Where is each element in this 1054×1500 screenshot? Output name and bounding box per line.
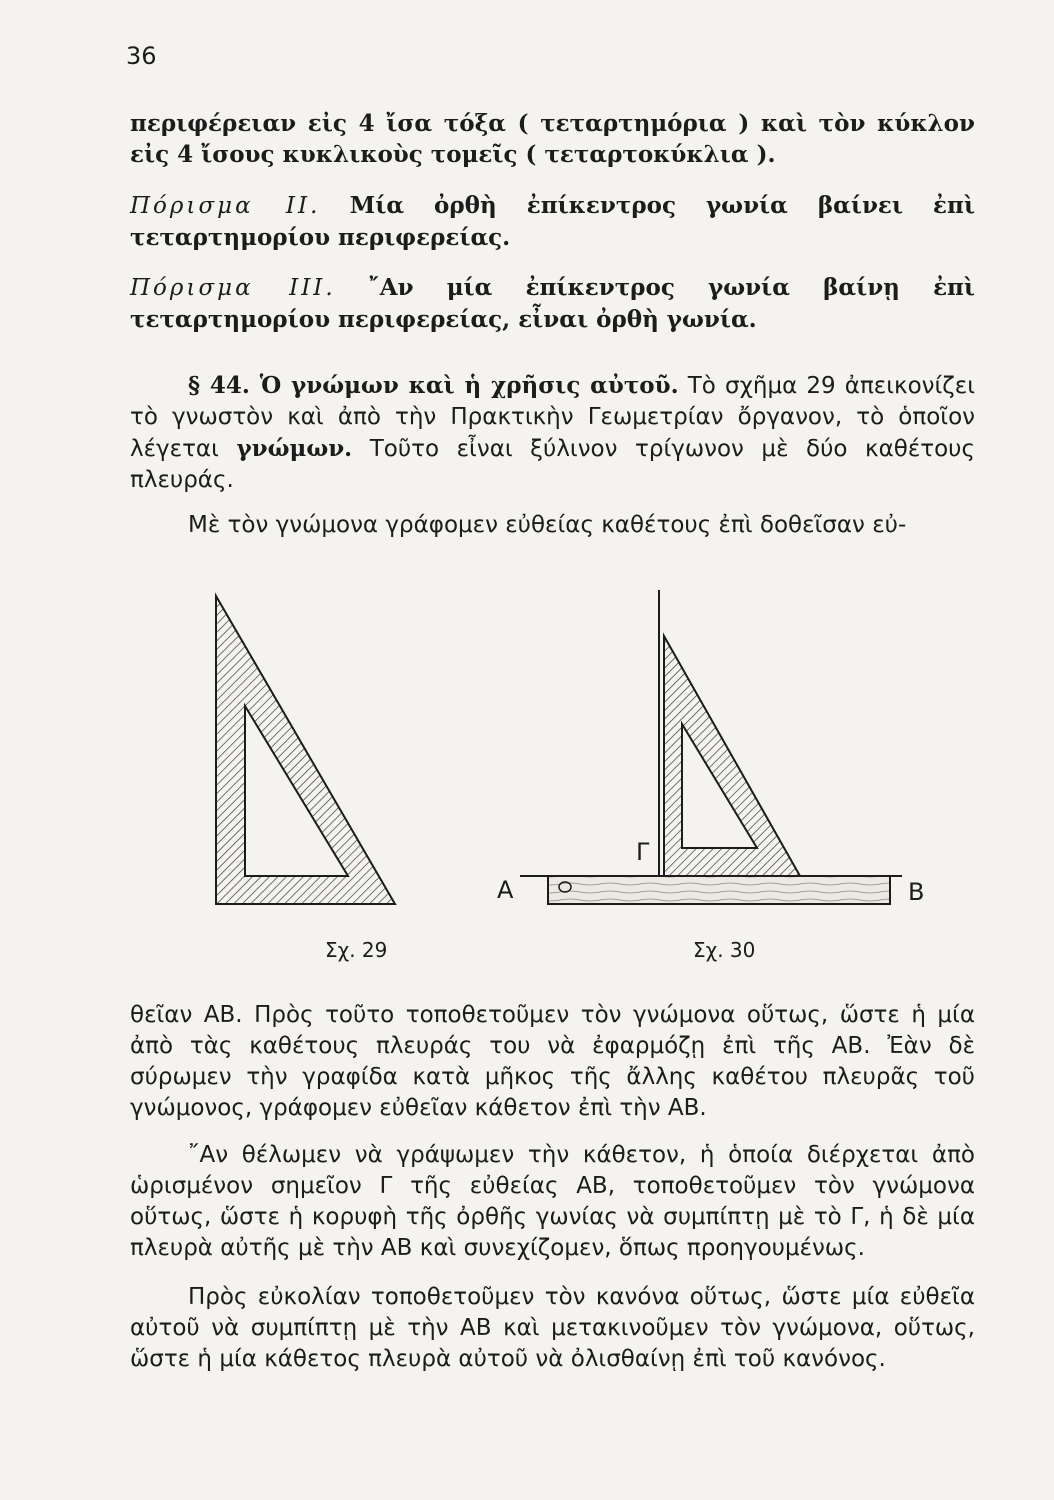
- page-number: 36: [126, 42, 157, 70]
- fig30-diagram: [520, 590, 902, 904]
- paragraph-7: ῎Αν θέλωμεν νὰ γράψωμεν τὴν κάθετον, ἡ ὁποία διέρχεται ἀπὸ ὡρισμένον σημεῖον Γ τῆς εὐθείας ΑΒ, τοποθετοῦμεν τὸν γνώμονα οὕτως, ὥστε ἡ κορυφὴ τῆς ὀρθῆς γωνίας νὰ συμπίπτῃ μὲ τὸ Γ, ἡ δὲ μία πλευρὰ αὐτῆς μὲ τὴν ΑΒ καὶ συνεχίζομεν, ὅπως προηγουμένως.: [130, 1142, 975, 1261]
- label-B: Β: [908, 878, 925, 906]
- fig29-set-square: [216, 596, 395, 904]
- section-text-b: Τοῦτο εἶναι ξύλινον τρίγωνον μὲ δύο καθέτους πλευράς.: [130, 436, 975, 493]
- fig30-caption: Σχ. 30: [693, 938, 756, 962]
- paragraph-8: Πρὸς εὐκολίαν τοποθετοῦμεν τὸν κανόνα οὕτως, ὥστε μία εὐθεῖα αὐτοῦ νὰ συμπίπτῃ μὲ τὴν ΑΒ καὶ μετακινοῦμεν τὸν γνώμονα, οὕτως, ὥστε ἡ μία κάθετος πλευρὰ αὐτοῦ νὰ ὀλισθαίνῃ ἐπὶ τοῦ κανόνος.: [130, 1284, 975, 1372]
- paragraph-1: περιφέρειαν εἰς 4 ἴσα τόξα ( τεταρτημόρια ) καὶ τὸν κύκλον εἰς 4 ἴσους κυκλικοὺς τομεῖς ( τεταρτοκύκλια ).: [130, 110, 975, 168]
- corollary-2-text: Μία ὀρθὴ ἐπίκεντρος γωνία βαίνει ἐπὶ τεταρτημορίου περιφερείας.: [130, 192, 975, 251]
- section-text-a: Τὸ σχῆμα 29 ἀπεικονίζει τὸ γνωστὸν καὶ ἀπὸ τὴν Πρακτικὴν Γεωμετρίαν ὄργανον, τὸ ὁποῖον λέγεται: [130, 373, 975, 462]
- ruler: [548, 876, 890, 904]
- section-heading: § 44. Ὁ γνώμων καὶ ἡ χρῆσις αὐτοῦ.: [188, 372, 679, 399]
- term-gnomon: γνώμων.: [236, 435, 353, 462]
- paragraph-6: θεῖαν ΑΒ. Πρὸς τοῦτο τοποθετοῦμεν τὸν γνώμονα οὕτως, ὥστε ἡ μία ἀπὸ τὰς καθέτους πλευράς του νὰ ἐφαρμόζῃ ἐπὶ τῆς ΑΒ. Ἐὰν δὲ σύρωμεν τὴν γραφίδα κατὰ μῆκος τῆς ἄλλης καθέτου πλευρᾶς τοῦ γνώμονος, γράφομεν εὐθεῖαν κάθετον ἐπὶ τὴν ΑΒ.: [130, 1002, 975, 1121]
- fig29-caption: Σχ. 29: [325, 938, 388, 962]
- corollary-3-label: Πόρισμα ΙΙΙ.: [130, 275, 336, 301]
- label-A: Α: [497, 876, 514, 904]
- corollary-3-text: ῎Αν μία ἐπίκεντρος γωνία βαίνῃ ἐπὶ τεταρτημορίου περιφερείας, εἶναι ὀρθὴ γωνία.: [130, 274, 976, 333]
- fig30-set-square: [664, 636, 800, 876]
- paragraph-5: Μὲ τὸν γνώμονα γράφομεν εὐθείας καθέτους ἐπὶ δοθεῖσαν εὐ-: [188, 512, 907, 538]
- label-G: Γ: [636, 838, 650, 866]
- corollary-2-label: Πόρισμα ΙΙ.: [130, 193, 321, 219]
